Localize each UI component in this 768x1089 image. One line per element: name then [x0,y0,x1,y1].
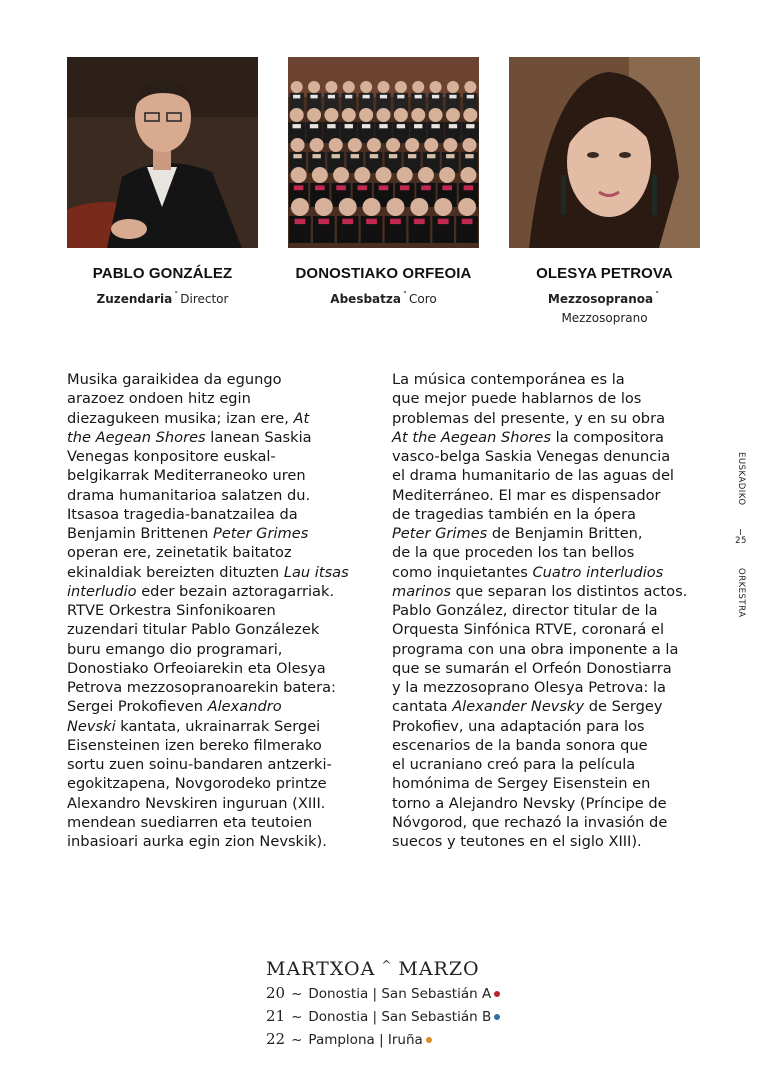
person-role: Abesbatza ˚ Coro [330,291,437,306]
text-line: de la que proceden los tan bellos [392,544,635,562]
date-row: 21 ~ Donostia | San Sebastián B [266,1005,500,1028]
text-line: problemas del presente, y en su obra [392,409,666,427]
date-row: 20 ~ Donostia | San Sebastián A [266,982,500,1005]
text-line: Sergei Prokofieven Alexandro [67,698,282,716]
text-line: Pablo González, director titular de la [392,602,658,619]
text-line: marinos que separan los distintos actos. [392,582,688,600]
person-donostiako-orfeoia [278,265,489,309]
text-line: y la mezzosoprano Olesya Petrova: la [392,679,666,696]
text-line: RTVE Orkestra Sinfonikoaren [67,602,276,619]
text-line: suecos y teutones en el siglo XIII). [392,833,642,850]
sidebar-separator [740,529,741,535]
text-line: egokitzapena, Novgorodeko printze [67,775,327,793]
text-line: La música contemporánea es la [392,371,625,388]
sidebar-orkestra: ORKESTRA [736,568,746,618]
text-line: el ucraniano creó para la película [392,756,636,773]
text-line: el drama humanitario de las aguas del [392,467,674,485]
text-line: Musika garaikidea da egungo [67,371,282,388]
text-line: vasco-belga Saskia Venegas denuncia [392,448,671,465]
date-row: 22 ~ Pamplona | Iruña [266,1028,500,1051]
text-line: Eisensteinen izen bereko filmerako [67,736,322,754]
person-role: Mezzosopranoa ˚ Mezzosoprano [547,291,660,325]
person-name: PABLO GONZÁLEZ [92,265,233,282]
text-line: cantata Alexander Nevsky de Sergey [392,698,663,716]
venue-dot [494,1014,500,1020]
person-role: Zuzendaria ˚ Director [96,291,229,306]
text-line: Venegas konpositore euskal- [67,448,276,465]
person-name: OLESYA PETROVA [536,265,673,282]
text-line: Orquesta Sinfónica RTVE, coronará el [392,621,665,639]
text-line: de tragedias también en la ópera [392,505,636,523]
venue-dot [494,991,500,997]
text-line: Donostiako Orfeoiarekin eta Olesya [67,659,326,677]
text-line: mendean suediarren eta teutoien [67,813,313,831]
text-line: the Aegean Shores lanean Saskia [67,428,312,446]
sidebar-euskadiko: EUSKADIKO [736,452,746,506]
text-line: Mediterráneo. El mar es dispensador [392,486,661,504]
text-line: Petrova mezzosopranoarekin batera: [67,679,336,696]
body-text-spanish [392,370,707,851]
text-line: sortu zuen soinu-bandaren antzerki- [67,756,332,773]
text-line: drama humanitarioa salatzen du. [67,486,311,504]
body-text-basque [67,370,372,851]
text-line: Nóvgorod, que rechazó la invasión de [392,813,668,831]
text-line: buru emango dio programari, [67,640,283,658]
text-line: arazoez ondoen hitz egin [67,390,251,408]
text-line: zuzendari titular Pablo Gonzálezek [67,621,320,639]
text-line: interludio eder bezain aztoragarriak. [67,582,335,600]
text-line: homónima de Sergey Eisenstein en [392,775,651,793]
text-line: Itsasoa tragedia-banatzailea da [67,505,298,523]
text-line: diezagukeen musika; izan ere, At [67,409,310,427]
text-line: Peter Grimes de Benjamin Britten, [392,525,643,542]
text-line: programa con una obra imponente a la [392,640,679,658]
concert-dates [266,952,500,1051]
text-line: escenarios de la banda sonora que [392,736,648,754]
text-line: Nevski kantata, ukrainarrak Sergei [67,717,321,735]
venue-dot [426,1037,432,1043]
text-line: belgikarrak Mediterraneoko uren [67,467,306,485]
photo-pablo-gonzalez [67,57,258,248]
text-line: At the Aegean Shores la compositora [392,428,664,446]
text-line: que mejor puede hablarnos de los [392,390,642,408]
text-line: ekinaldiak bereizten dituzten Lau itsas [67,563,349,581]
text-line: Alexandro Nevskiren inguruan (XIII. [67,794,326,812]
text-line: que se sumarán el Orfeón Donostiarra [392,659,672,677]
photo-donostiako-orfeoia [288,57,479,248]
dates-title: MARTXOA ^ MARZO [266,958,480,980]
photo-olesya-petrova [509,57,700,248]
text-line: inbasioari aurka egin zion Nevskik). [67,833,327,850]
text-line: Prokofiev, una adaptación para los [392,717,645,735]
text-line: como inquietantes Cuatro interludios [392,563,664,581]
person-name: DONOSTIAKO ORFEOIA [295,265,472,282]
text-line: operan ere, zeinetatik baitatoz [67,544,292,562]
person-pablo-gonzalez [57,265,268,309]
person-olesya-petrova [499,265,710,328]
text-line: Benjamin Brittenen Peter Grimes [67,525,309,542]
page-number: 25 [735,536,747,546]
text-line: torno a Alejandro Nevsky (Príncipe de [392,794,667,812]
